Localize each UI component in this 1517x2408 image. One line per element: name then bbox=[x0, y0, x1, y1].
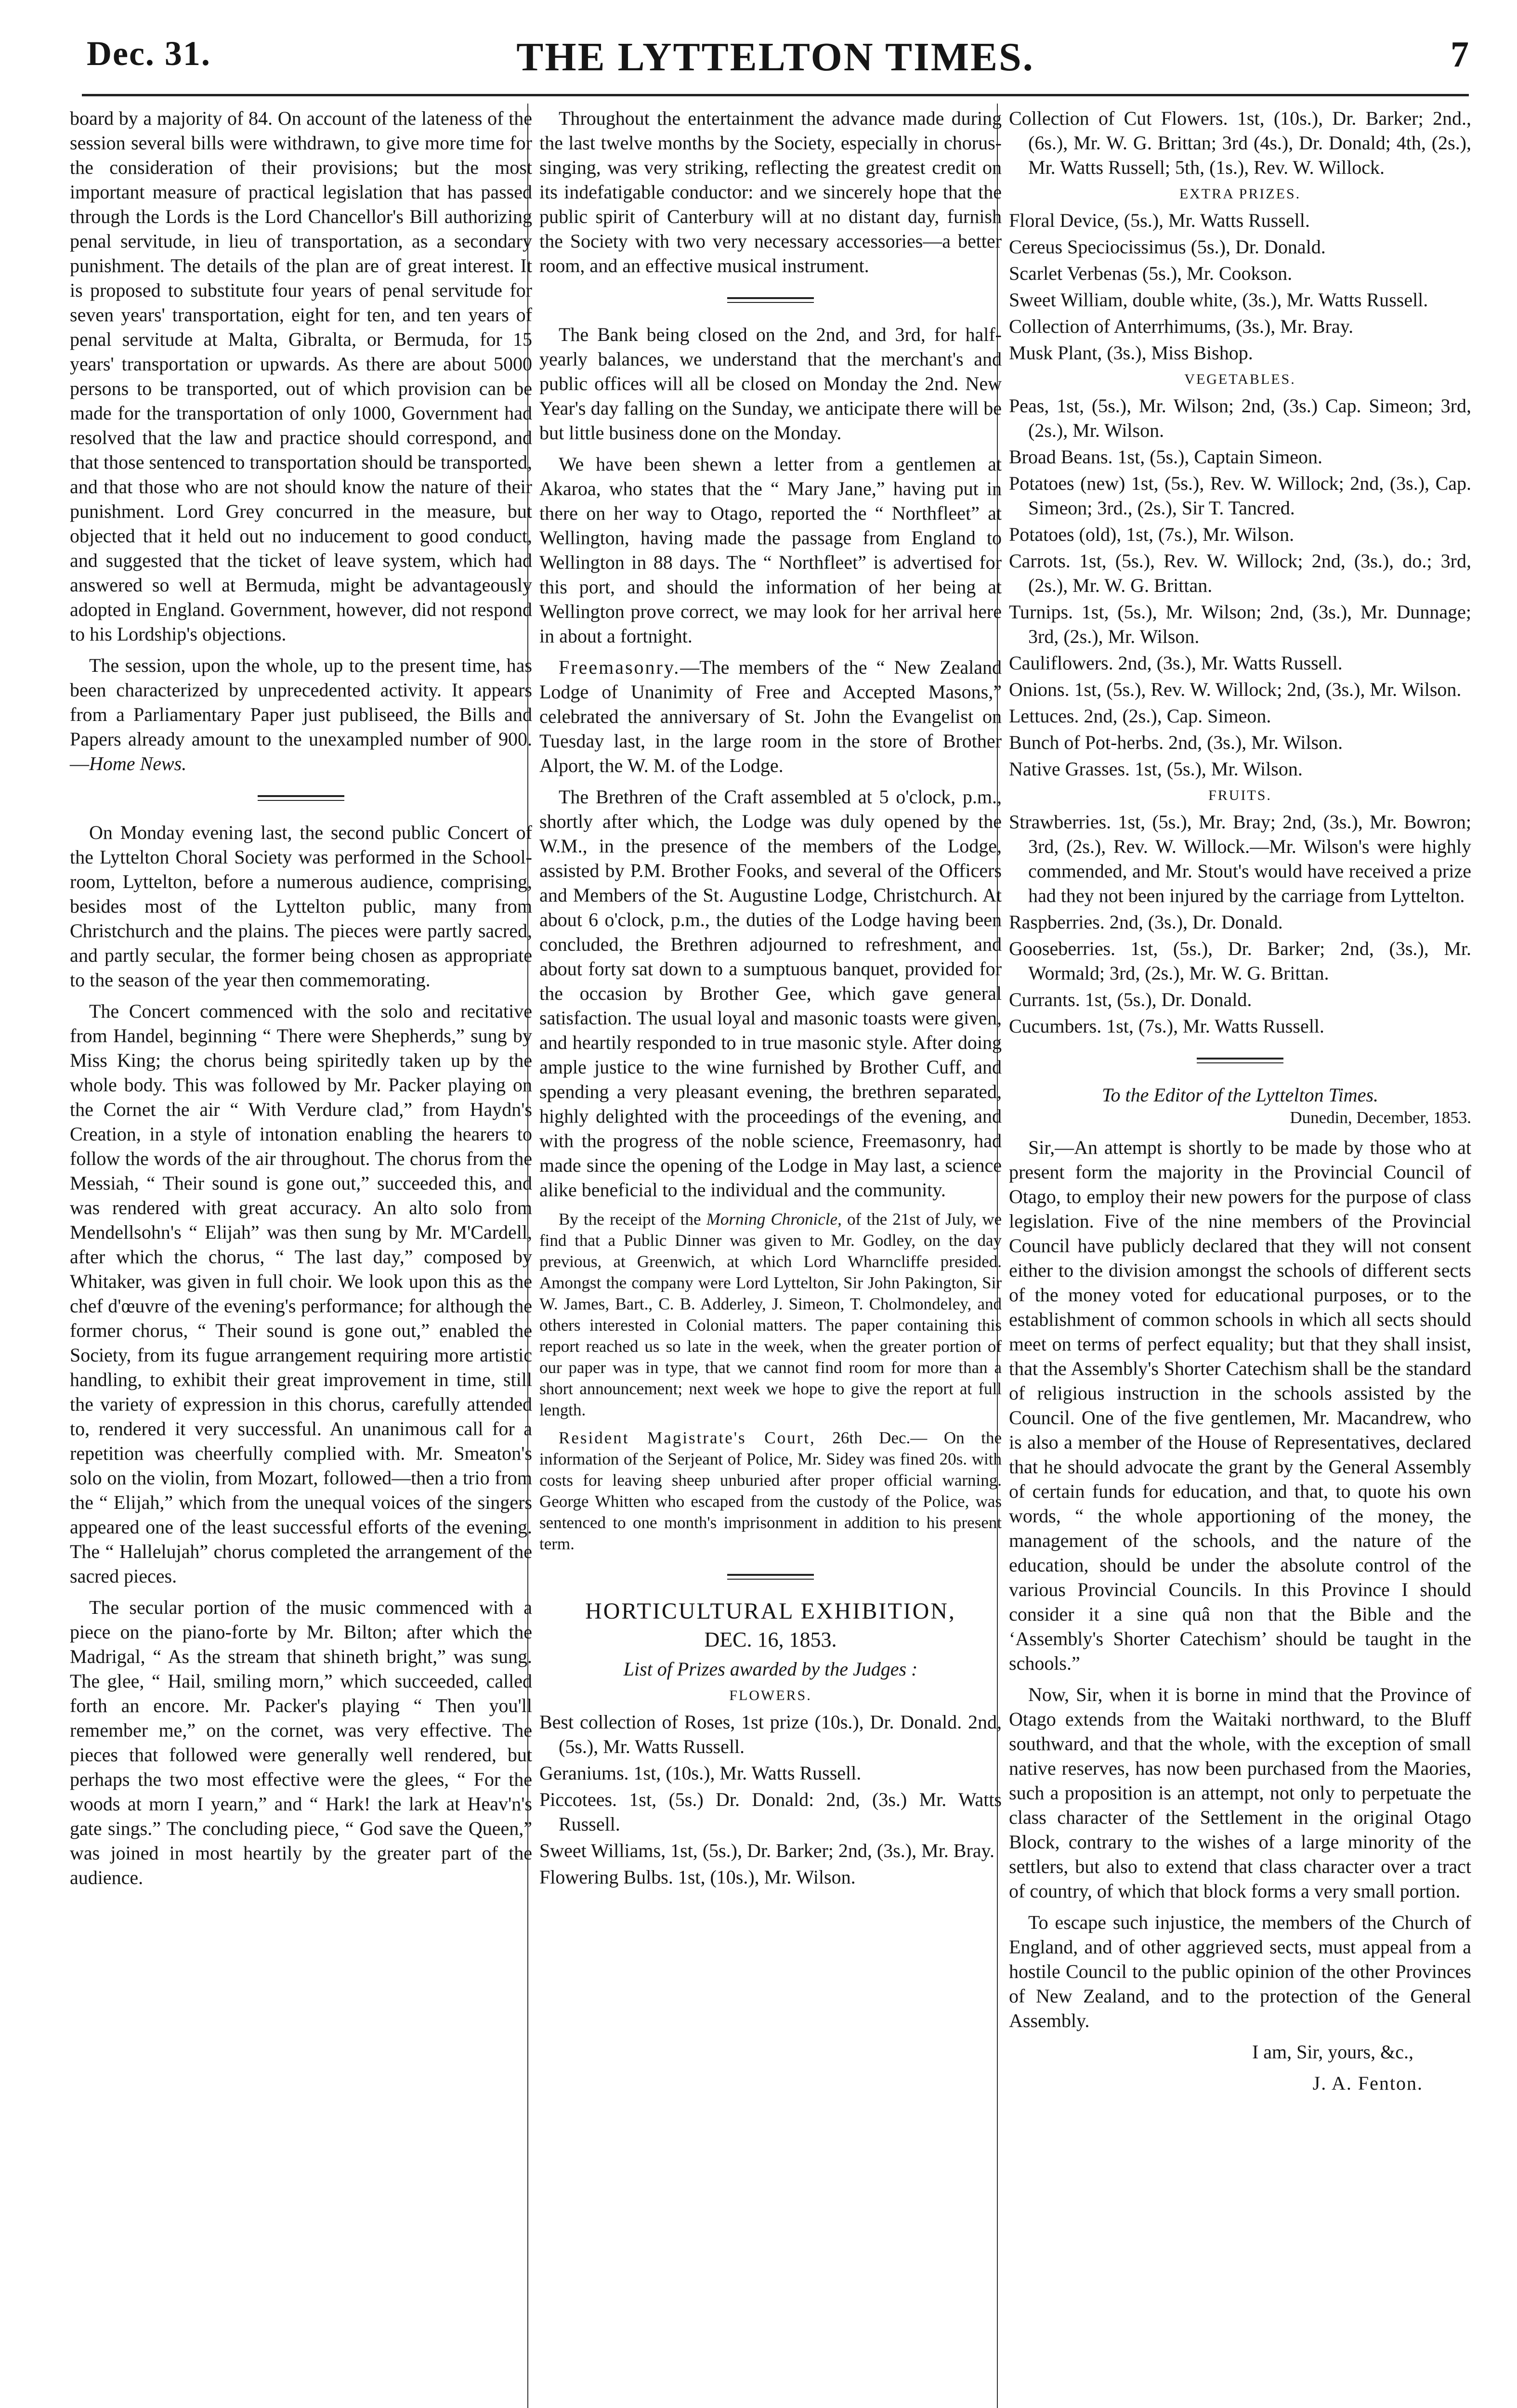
chronicle-notice: By the receipt of the Morning Chronicle, of the 21st of July, we find that a Public Dinner was given to Mr. Godley, on the day previous, at Greenwich, at which Lord Wharncliffe presided. Amongst the company were Lord Lyttelton, Sir John Pakington, Sir W. James, Bart., C. B. Adderley, J. Simeon, T. Cholmondeley, and others interested in Colonial matters. The paper containing this report reached us so late in the week, when the greater portion of our paper was in type, that we cannot find room for more than a short announcement; next week we hope to give the report at full length. bbox=[539, 1210, 1002, 1419]
prize-entry: Floral Device, (5s.), Mr. Watts Russell. bbox=[1009, 209, 1310, 231]
prize-entry: Potatoes (new) 1st, (5s.), Rev. W. Willock; 2nd, (3s.), Cap. Simeon; 3rd., (2s.), Sir T. Tancred. bbox=[1009, 472, 1471, 519]
issue-date: Dec. 31. bbox=[87, 34, 211, 73]
column-1 bbox=[70, 106, 532, 1897]
court-label: Resident Magistrate's Court, bbox=[559, 1428, 816, 1447]
prize-entry: Raspberries. 2nd, (3s.), Dr. Donald. bbox=[1009, 911, 1283, 933]
prize-entry: Currants. 1st, (5s.), Dr. Donald. bbox=[1009, 989, 1252, 1010]
prize-entry: Broad Beans. 1st, (5s.), Captain Simeon. bbox=[1009, 446, 1323, 468]
prize-entry: Gooseberries. 1st, (5s.), Dr. Barker; 2nd, (3s.), Mr. Wormald; 3rd, (2s.), Mr. W. G. Brittan. bbox=[1009, 938, 1471, 984]
article-session-summary: The session, upon the whole, up to the present time, has been characterized by unprecedented activity. It appears from a Parliamentary Paper just publiseed, the Bills and Papers already amount to the unexampled number of 900.—Home News. bbox=[70, 654, 532, 774]
prize-entry: Cereus Speciocissimus (5s.), Dr. Donald. bbox=[1009, 236, 1326, 258]
flowers-label: FLOWERS. bbox=[729, 1688, 812, 1703]
freemasonry-label: Freemasonry. bbox=[559, 656, 680, 678]
letter-signature: J. A. Fenton. bbox=[1312, 2072, 1423, 2094]
prize-entry: Cucumbers. 1st, (7s.), Mr. Watts Russell. bbox=[1009, 1015, 1324, 1037]
prize-entry: Piccotees. 1st, (5s.) Dr. Donald: 2nd, (3s.) Mr. Watts Russell. bbox=[539, 1789, 1002, 1835]
prize-list-subtitle: List of Prizes awarded by the Judges : bbox=[623, 1658, 918, 1680]
source-attribution: Home News. bbox=[89, 753, 187, 774]
prize-entry: Turnips. 1st, (5s.), Mr. Wilson; 2nd, (3s.), Mr. Dunnage; 3rd, (2s.), Mr. Wilson. bbox=[1009, 601, 1471, 647]
extra-prizes-label: EXTRA PRIZES. bbox=[1179, 186, 1301, 202]
prize-entry: Onions. 1st, (5s.), Rev. W. Willock; 2nd, (3s.), Mr. Wilson. bbox=[1009, 679, 1462, 700]
prize-entry: Cauliflowers. 2nd, (3s.), Mr. Watts Russell. bbox=[1009, 652, 1343, 674]
fruits-label: FRUITS. bbox=[1208, 787, 1272, 803]
prize-entry: Lettuces. 2nd, (2s.), Cap. Simeon. bbox=[1009, 705, 1271, 727]
concert-conclusion: Throughout the entertainment the advance made during the last twelve months by the Society, especially in chorus-singing, was very striking, reflecting the greatest credit on its indefatigable conductor: and we sincerely hope that the public spirit of Canterbury will at no distant day, furnish the Society with two very necessary accessories—a better room, and an effective musical instrument. bbox=[539, 107, 1002, 276]
prize-entry: Best collection of Roses, 1st prize (10s.), Dr. Donald. 2nd, (5s.), Mr. Watts Russell. bbox=[539, 1711, 1002, 1757]
prize-entry: Potatoes (old), 1st, (7s.), Mr. Wilson. bbox=[1009, 523, 1295, 545]
letter-paragraph: To escape such injustice, the members of the Church of England, and of other aggrieved sects, must appeal from a hostile Council to the public opinion of the other Provinces of New Zealand, and to the protection of the General Assembly. bbox=[1009, 1911, 1471, 2031]
section-separator bbox=[258, 795, 344, 801]
freemasonry-article: Freemasonry.—The members of the “ New Zealand Lodge of Unanimity of Free and Accepted Masons,” celebrated the anniversary of St. John the Evangelist on Tuesday last, in the large room in the store of Brother Alport, the W. M. of the Lodge. bbox=[539, 656, 1002, 776]
concert-paragraph: The secular portion of the music commenced with a piece on the piano-forte by Mr. Bilton; after which the Madrigal, “ As the stream that shineth bright,” was sung. The glee, “ Hail, smiling morn,” which succeeded, called forth an encore. Mr. Packer's playing “ Then you'll remember me,” on the cornet, was very effective. The pieces that followed were generally well rendered, but perhaps the two most effective were the glees, “ For the woods at morn I yearn,” and “ Hark! the lark at Heav'n's gate sings.” The concluding piece, “ God save the Queen,” was joined in most heartily by the greater part of the audience. bbox=[70, 1597, 532, 1888]
concert-paragraph: On Monday evening last, the second public Concert of the Lyttelton Choral Society was performed in the School-room, Lyttelton, before a numerous audience, comprising, besides most of the Lyttelton public, many from Christchurch and the plains. The pieces were partly sacred, and partly secular, the former being chosen as appropriate to the season of the year then commemorating. bbox=[70, 822, 532, 991]
prize-entry: Flowering Bulbs. 1st, (10s.), Mr. Wilson. bbox=[539, 1866, 856, 1888]
letter-dateline: Dunedin, December, 1853. bbox=[1290, 1108, 1471, 1127]
horticulture-date: DEC. 16, 1853. bbox=[704, 1628, 837, 1651]
prize-entry: Geraniums. 1st, (10s.), Mr. Watts Russell. bbox=[539, 1762, 862, 1784]
letter-paragraph: Now, Sir, when it is borne in mind that the Province of Otago extends from the Waitaki northward, to the Bluff southward, and that the whole, with the exception of small native reserves, has now been purchased from the Maories, such a proposition is an attempt, not only to perpetuate the class character of the Settlement in the original Otago Block, contrary to the wishes of a large minority of the settlers, but also to extend that class character over a tract of country, of which that block forms a very small portion. bbox=[1009, 1684, 1471, 1902]
prize-entry: Strawberries. 1st, (5s.), Mr. Bray; 2nd, (3s.), Mr. Bowron; 3rd, (2s.), Rev. W. Willock.—Mr. Wilson's were highly commended, and Mr. Stout's would have received a prize had they not been injured by the carriage from Lyttelton. bbox=[1009, 811, 1471, 906]
column-2 bbox=[539, 106, 1002, 1891]
prize-entry: Peas, 1st, (5s.), Mr. Wilson; 2nd, (3s.) Cap. Simeon; 3rd, (2s.), Mr. Wilson. bbox=[1009, 395, 1471, 441]
prize-entry: Musk Plant, (3s.), Miss Bishop. bbox=[1009, 342, 1253, 364]
bank-notice: The Bank being closed on the 2nd, and 3rd, for half-yearly balances, we understand that the merchant's and public offices will all be closed on Monday the 2nd. New Year's day falling on the Sunday, we anticipate there will be but little business done on the Monday. bbox=[539, 324, 1002, 444]
letter-closing: I am, Sir, yours, &c., bbox=[1252, 2041, 1413, 2063]
article-penal-servitude: board by a majority of 84. On account of the lateness of the session several bills were withdrawn, to give more time for the consideration of their provisions; but the most important measure of practical legislation that has passed through the Lords is the Lord Chancellor's Bill authorizing penal servitude, in lieu of transportation, as a secondary punishment. The details of the plan are of great interest. It is proposed to substitute four years of penal servitude for seven years' transportation, eight for ten, and ten years of penal servitude at Malta, Gibralta, or Bermuda, for 15 years' transportation or upwards. As there are about 5000 persons to be transported, out of which provision can be made for the transportation of only 1000, Government had resolved that the law and practice should correspond, and that those sentenced to transportation should be transported, and that those who are not should know the nature of their punishment. Lord Grey concurred in the measure, but objected that it held out no inducement to good conduct, and suggested that the ticket of leave system, which had answered so well at Bermuda, might be advantageously adopted in England. Government, however, did not respond to his Lordship's objections. bbox=[70, 107, 532, 645]
section-separator bbox=[727, 1574, 814, 1580]
letter-heading: To the Editor of the Lyttelton Times. bbox=[1101, 1084, 1379, 1106]
prize-entry: Collection of Anterrhimums, (3s.), Mr. Bray. bbox=[1009, 315, 1354, 337]
page-number: 7 bbox=[1451, 34, 1469, 75]
newspaper-title: THE LYTTELTON TIMES. bbox=[516, 35, 1034, 79]
horticulture-heading: HORTICULTURAL EXHIBITION, bbox=[585, 1598, 956, 1624]
vegetables-label: VEGETABLES. bbox=[1184, 371, 1296, 387]
prize-entry: Scarlet Verbenas (5s.), Mr. Cookson. bbox=[1009, 262, 1293, 284]
masthead bbox=[72, 34, 1478, 87]
prize-entry: Sweet William, double white, (3s.), Mr. Watts Russell. bbox=[1009, 289, 1428, 311]
northfleet-notice: We have been shewn a letter from a gentlemen at Akaroa, who states that the “ Mary Jane,” having put in there on her way to Otago, reported the “ Northfleet” at Wellington, having made the passage from England to Wellington in 88 days. The “ Northfleet” is advertised for this port, and should the information of her being at Wellington prove correct, we may look for her arrival here in about a fortnight. bbox=[539, 453, 1002, 647]
prize-entry: Sweet Williams, 1st, (5s.), Dr. Barker; 2nd, (3s.), Mr. Bray. bbox=[539, 1840, 994, 1861]
court-notice: Resident Magistrate's Court, 26th Dec.— On the information of the Serjeant of Police, Mr. Sidey was fined 20s. with costs for leaving sheep unburied after proper official warning. George Whitten who escaped from the custody of the Police, was sentenced to one month's imprisonment in addition to his present term. bbox=[539, 1428, 1002, 1553]
prize-entry: Bunch of Pot-herbs. 2nd, (3s.), Mr. Wilson. bbox=[1009, 732, 1343, 753]
newspaper-name: Morning Chronicle, bbox=[706, 1210, 842, 1229]
masthead-rule bbox=[82, 94, 1469, 96]
prize-entry: Carrots. 1st, (5s.), Rev. W. Willock; 2nd, (3s.), do.; 3rd, (2s.), Mr. W. G. Brittan. bbox=[1009, 550, 1471, 596]
column-3 bbox=[1009, 106, 1471, 2102]
section-separator bbox=[727, 297, 814, 303]
freemasonry-paragraph: The Brethren of the Craft assembled at 5 o'clock, p.m., shortly after which, the Lodge was duly opened by the W.M., in the presence of the members of the Lodge, assisted by P.M. Brother Fooks, and several of the Officers and Members of the St. Augustine Lodge, Christchurch. At about 6 o'clock, p.m., the duties of the Lodge having been concluded, the Brethren adjourned to refreshment, and about forty sat down to a sumptuous banquet, provided for the occasion by Brother Gee, which gave general satisfaction. The usual loyal and masonic toasts were given, and heartily responded to in true masonic style. After doing ample justice to the wine furnished by Brother Cuff, and spending a very pleasant evening, the brethren separated, highly delighted with the proceedings of the evening, and with the progress of the noble science, Freemasonry, had made since the opening of the Lodge in May last, a science alike beneficial to the individual and the community. bbox=[539, 786, 1002, 1201]
prize-entry: Native Grasses. 1st, (5s.), Mr. Wilson. bbox=[1009, 758, 1303, 780]
letter-paragraph: Sir,—An attempt is shortly to be made by those who at present form the majority in the Provincial Council of Otago, to employ their new powers for the purpose of class legislation. Five of the nine members of the Provincial Council have publicly declared that they will not consent either to the division amongst the schools of different sects of the money voted for educational purposes, or to the establishment of common schools in which all sects should meet on terms of perfect equality; but that they shall insist, that the Assembly's Shorter Catechism shall be the standard of religious instruction in the schools assisted by the Council. One of the five gentlemen, Mr. Macandrew, who is also a member of the House of Representatives, declared that he should advocate the grant by the General Assembly of certain funds for education, and that, to quote his own words, “ the whole apportioning of the money, the management of the schools, and the nature of the education, should be under the absolute control of the various Provincial Councils. In this Province I should consider it a sine quâ non that the Bible and the ‘Assembly's Shorter Catechism’ should be taught in the schools.” bbox=[1009, 1137, 1471, 1674]
prize-entry: Collection of Cut Flowers. 1st, (10s.), Dr. Barker; 2nd., (6s.), Mr. W. G. Brittan; 3rd (4s.), Dr. Donald; 4th, (2s.), Mr. Watts Russell; 5th, (1s.), Rev. W. Willock. bbox=[1009, 107, 1471, 178]
concert-paragraph: The Concert commenced with the solo and recitative from Handel, beginning “ There were Shepherds,” sung by Miss King; the chorus being spiritedly taken up by the whole body. This was followed by Mr. Packer playing on the Cornet the air “ With Verdure clad,” from Haydn's Creation, in a style of intonation enabling the hearers to follow the words of the air throughout. The chorus from the Messiah, “ Their sound is gone out,” succeeded this, and was rendered with great accuracy. An alto solo from Mendellsohn's “ Elijah” was then sung by Mr. M'Cardell, after which the chorus, “ The last day,” composed by Whitaker, was given in full choir. We look upon this as the chef d'œuvre of the evening's performance; for although the former chorus, “ Their sound is gone out,” enabled the Society, from its fugue arrangement requiring more artistic handling, to exhibit their great improvement in time, still the variety of expression in this chorus, carefully attended to, rendered it very successful. An unanimous call for a repetition was cheerfully complied with. Mr. Smeaton's solo on the violin, from Mozart, followed—then a trio from the “ Elijah,” which from the unequal voices of the singers appeared one of the least successful efforts of the evening. The “ Hallelujah” chorus completed the arrangement of the sacred pieces. bbox=[70, 1000, 532, 1587]
section-separator bbox=[1197, 1058, 1283, 1063]
